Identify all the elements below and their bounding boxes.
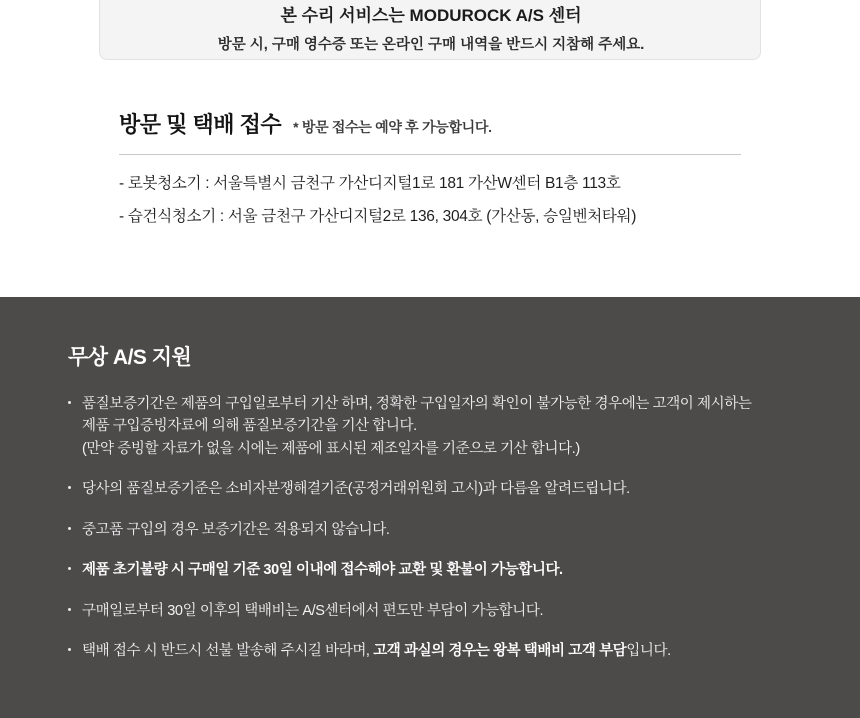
section-title-visit: 방문 및 택배 접수 (119, 112, 282, 137)
text-highlight: 고객 과실의 경우는 왕복 택배비 고객 부담 (373, 643, 627, 660)
section-title-as-support: 무상 A/S 지원 (68, 346, 192, 369)
bullet-dot-icon (68, 527, 71, 530)
bullet-dot-icon (68, 648, 71, 651)
section-note-visit: * 방문 접수는 예약 후 가능합니다. (293, 119, 492, 135)
divider (119, 154, 741, 155)
list-item (68, 519, 808, 541)
list-item-line: 구매일로부터 30일 이후의 택배비는 A/S센터에서 편도만 부담이 가능합니다. (82, 602, 544, 619)
notice-box (99, 0, 761, 60)
list-item (68, 600, 808, 622)
list-item (68, 393, 808, 460)
list-item-line: 당사의 품질보증기준은 소비자분쟁해결기준(공정거래위원회 고시)과 다름을 알려드립니다. (82, 481, 630, 498)
as-support-panel (0, 297, 860, 718)
notice-subline: 방문 시, 구매 영수증 또는 온라인 구매 내역을 반드시 지참해 주세요. (217, 37, 645, 53)
list-item-line: 중고품 구입의 경우 보증기간은 적용되지 않습니다. (82, 521, 390, 538)
notice-headline: 본 수리 서비스는 MODUROCK A/S 센터 (280, 6, 582, 25)
visit-section (119, 108, 741, 237)
list-item (68, 640, 808, 662)
list-item-line-composite (82, 640, 808, 662)
list-item (68, 559, 808, 581)
list-item-line: 제품 초기불량 시 구매일 기준 30일 이내에 접수해야 교환 및 환불이 가능합니다. (82, 562, 563, 579)
as-support-list (68, 393, 808, 681)
text-suffix: 입니다. (626, 643, 671, 660)
bullet-dot-icon (68, 401, 71, 404)
list-item-line: 제품 구입증빙자료에 의해 품질보증기간을 기산 합니다. (82, 418, 417, 435)
list-item (68, 478, 808, 500)
text-prefix: 택배 접수 시 반드시 선불 발송해 주시길 바라며, (82, 643, 374, 660)
bullet-dot-icon (68, 608, 71, 611)
list-item: - 로봇청소기 : 서울특별시 금천구 가산디지털1로 181 가산W센터 B1층 113호 (119, 175, 621, 192)
list-item-line: (만약 증빙할 자료가 없을 시에는 제품에 표시된 제조일자를 기준으로 기산 합니다.) (82, 440, 580, 457)
bullet-dot-icon (68, 567, 71, 570)
visit-heading-row (119, 108, 741, 139)
bullet-dot-icon (68, 486, 71, 489)
list-item-line: 품질보증기간은 제품의 구입일로부터 기산 하며, 정확한 구입일자의 확인이 불가능한 경우에는 고객이 제시하는 (82, 396, 752, 412)
address-list (119, 171, 741, 226)
list-item: - 습건식청소기 : 서울 금천구 가산디지털2로 136, 304호 (가산동, 승일벤처타워) (119, 208, 637, 225)
